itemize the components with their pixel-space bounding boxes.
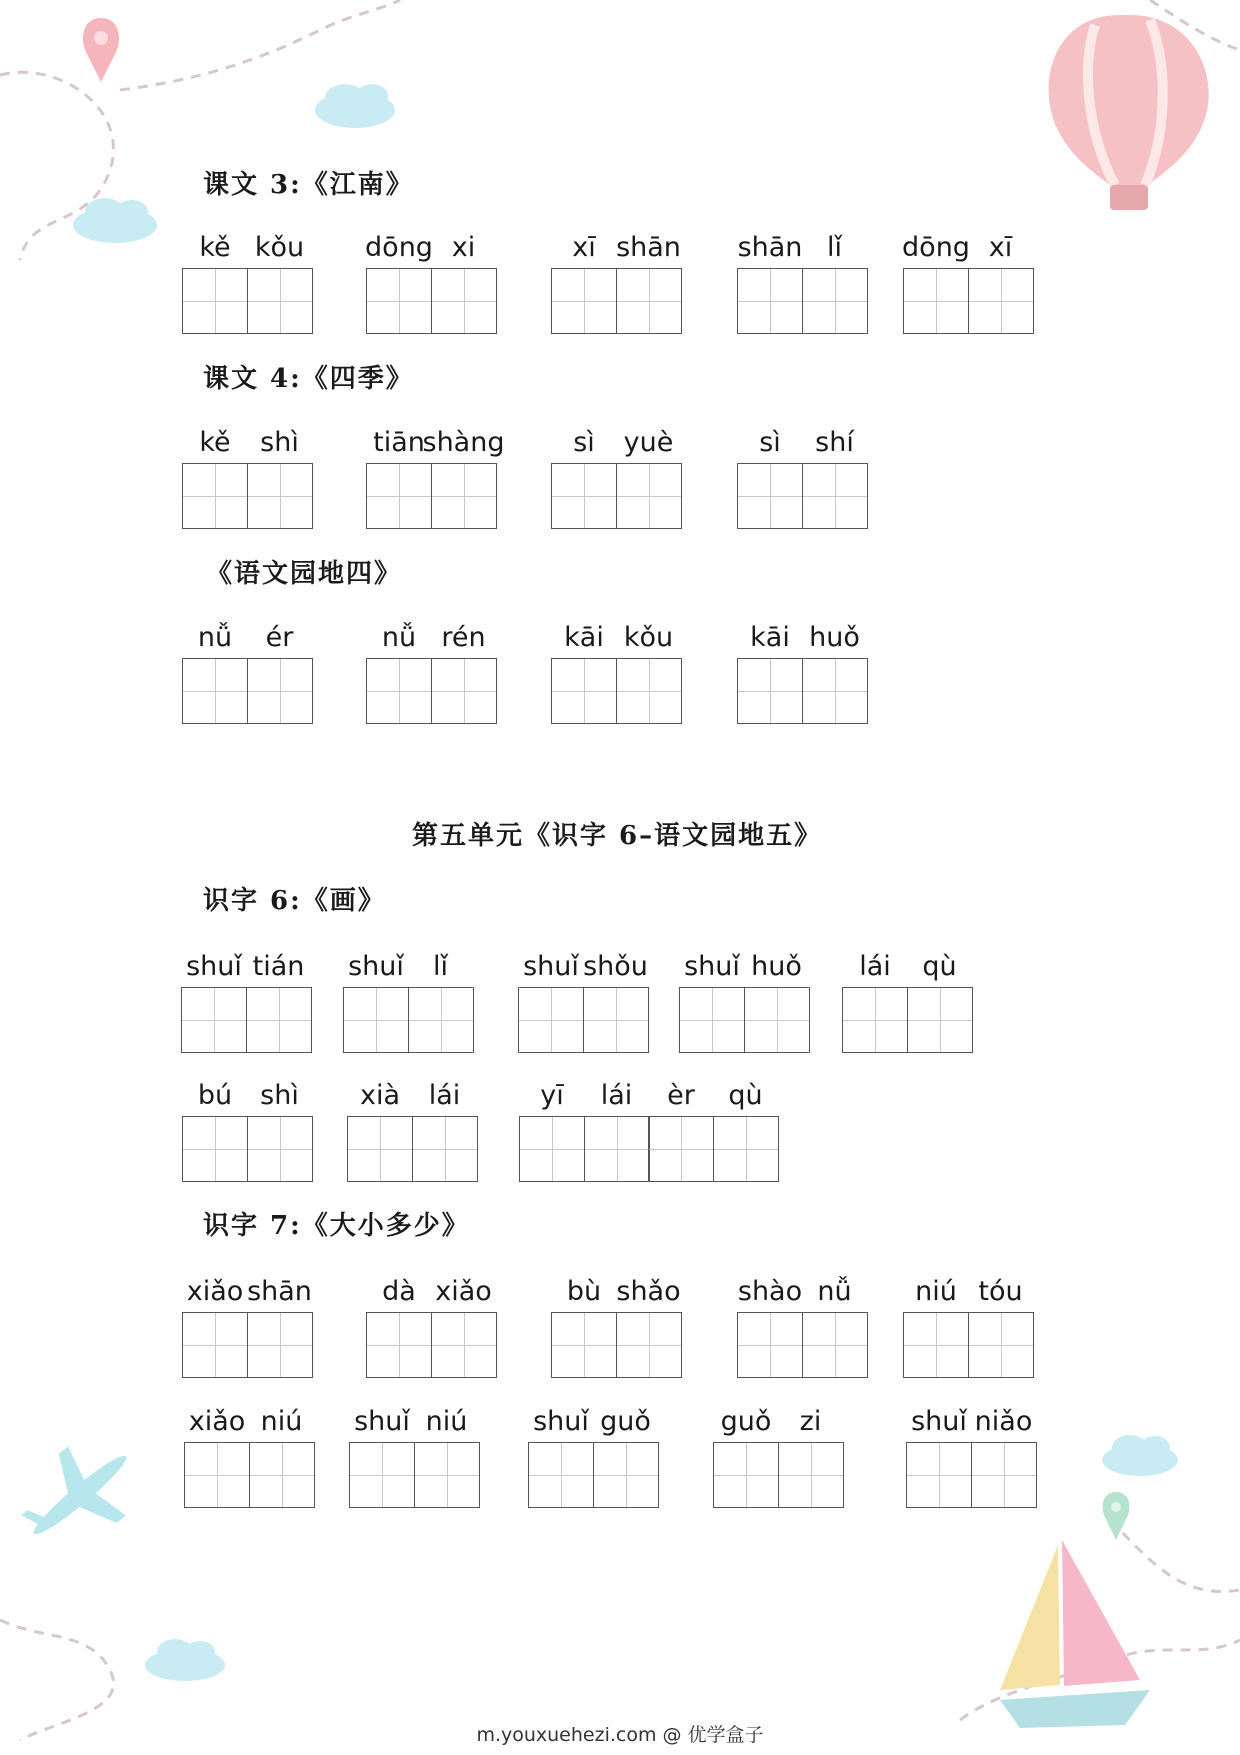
pinyin-syllable: shuǐ <box>911 1406 967 1437</box>
pinyin-syllable: shí <box>815 427 854 458</box>
pinyin-syllable: dōng <box>902 232 970 263</box>
writing-cell[interactable] <box>583 987 649 1053</box>
writing-cell[interactable] <box>247 268 313 334</box>
word-box <box>737 1276 866 1378</box>
writing-cell[interactable] <box>778 1442 844 1508</box>
pinyin-syllable: kě <box>199 427 231 458</box>
pinyin-syllable: xiǎo <box>435 1276 492 1307</box>
pinyin-syllable: shuǐ <box>354 1406 410 1437</box>
writing-cell[interactable] <box>802 1312 868 1378</box>
pinyin-row <box>349 1406 478 1440</box>
pinyin-row <box>182 1080 311 1114</box>
writing-cell[interactable] <box>551 268 617 334</box>
word-box <box>518 951 647 1053</box>
writing-cell[interactable] <box>528 1442 594 1508</box>
pinyin-syllable: shān <box>737 232 803 263</box>
cloud-icon <box>315 84 395 128</box>
writing-cell[interactable] <box>247 658 313 724</box>
pinyin-syllable: qù <box>728 1080 763 1111</box>
pinyin-syllable: kǒu <box>623 622 674 653</box>
writing-cell[interactable] <box>366 268 432 334</box>
pinyin-row <box>528 1406 657 1440</box>
tianzige-grid <box>737 268 866 334</box>
writing-cell[interactable] <box>593 1442 659 1508</box>
writing-cell[interactable] <box>181 987 247 1053</box>
pinyin-syllable: èr <box>667 1080 695 1111</box>
tianzige-grid <box>182 1312 311 1378</box>
word-box <box>737 427 866 529</box>
writing-cell[interactable] <box>802 463 868 529</box>
pinyin-syllable: zi <box>799 1406 822 1437</box>
location-pin-green-icon <box>1103 1492 1130 1540</box>
pinyin-syllable: tián <box>252 951 305 982</box>
word-box <box>903 1276 1032 1378</box>
word-box <box>366 232 495 334</box>
pinyin-syllable: shǒu <box>583 951 648 982</box>
writing-cell[interactable] <box>737 1312 803 1378</box>
pinyin-syllable: nǚ <box>381 622 417 653</box>
pinyin-syllable: niǎo <box>974 1406 1033 1437</box>
writing-cell[interactable] <box>182 658 248 724</box>
pinyin-syllable: shān <box>247 1276 312 1307</box>
writing-cell[interactable] <box>182 1312 248 1378</box>
pinyin-syllable: shuǐ <box>186 951 242 982</box>
pinyin-syllable: xiǎo <box>188 1406 246 1437</box>
writing-cell[interactable] <box>551 1312 617 1378</box>
writing-cell[interactable] <box>182 268 248 334</box>
writing-cell[interactable] <box>246 987 312 1053</box>
pinyin-syllable: niú <box>260 1406 303 1437</box>
tianzige-grid <box>347 1116 476 1182</box>
writing-cell[interactable] <box>347 1116 413 1182</box>
pinyin-row <box>182 1276 311 1310</box>
writing-cell[interactable] <box>366 658 432 724</box>
tianzige-grid <box>519 1116 777 1182</box>
hot-air-balloon-icon <box>1049 15 1209 210</box>
writing-cell[interactable] <box>737 463 803 529</box>
pinyin-row <box>551 1276 680 1310</box>
word-box <box>906 1406 1035 1508</box>
tianzige-grid <box>551 658 680 724</box>
pinyin-syllable: bú <box>197 1080 233 1111</box>
literacy-6-heading: 识字 6:《画》 <box>203 886 386 916</box>
tianzige-grid <box>906 1442 1035 1508</box>
pinyin-row <box>737 1276 866 1310</box>
pinyin-syllable: yuè <box>623 427 674 458</box>
pinyin-syllable: qù <box>922 951 957 982</box>
tianzige-grid <box>181 987 310 1053</box>
pinyin-syllable: xià <box>359 1080 401 1111</box>
pinyin-row <box>343 951 472 985</box>
pinyin-syllable: lǐ <box>826 232 843 263</box>
tianzige-grid <box>182 463 311 529</box>
cloud-icon <box>145 1639 225 1681</box>
tianzige-grid <box>528 1442 657 1508</box>
word-box <box>737 622 866 724</box>
pinyin-row <box>181 951 310 985</box>
tianzige-grid <box>903 268 1032 334</box>
pinyin-row <box>737 427 866 461</box>
pinyin-row <box>737 622 866 656</box>
footer-watermark: m.youxuehezi.com @ 优学盒子 <box>476 1724 764 1746</box>
literacy-7-heading: 识字 7:《大小多少》 <box>203 1211 470 1241</box>
word-box <box>184 1406 313 1508</box>
word-box <box>349 1406 478 1508</box>
pinyin-syllable: ér <box>265 622 294 653</box>
writing-cell[interactable] <box>737 658 803 724</box>
writing-cell[interactable] <box>431 658 497 724</box>
tianzige-grid <box>842 987 971 1053</box>
word-box <box>366 427 505 529</box>
pinyin-row <box>679 951 808 985</box>
pinyin-syllable: huǒ <box>809 622 860 653</box>
pinyin-row <box>737 232 866 266</box>
tianzige-grid <box>713 1442 842 1508</box>
lesson-3-heading: 课文 3:《江南》 <box>203 170 414 200</box>
pinyin-syllable: lái <box>600 1080 633 1111</box>
tianzige-grid <box>182 1116 311 1182</box>
dashed-path-bottom-right-2 <box>960 1640 1240 1720</box>
writing-cell[interactable] <box>906 1442 972 1508</box>
pinyin-syllable: xi <box>451 232 476 263</box>
location-pin-icon <box>83 18 119 82</box>
cloud-icon <box>73 198 157 243</box>
writing-cell[interactable] <box>971 1442 1037 1508</box>
writing-cell[interactable] <box>713 1116 779 1182</box>
writing-cell[interactable] <box>349 1442 415 1508</box>
pinyin-syllable: shì <box>260 1080 299 1111</box>
word-box <box>903 232 1032 334</box>
lesson-4-heading: 课文 4:《四季》 <box>203 364 414 394</box>
writing-cell[interactable] <box>713 1442 779 1508</box>
pinyin-row <box>906 1406 1035 1440</box>
word-box <box>551 427 680 529</box>
pinyin-syllable: xī <box>572 232 596 263</box>
dashed-path-top-right <box>1150 0 1240 50</box>
pinyin-syllable: bù <box>566 1276 602 1307</box>
pinyin-row <box>713 1406 842 1440</box>
writing-cell[interactable] <box>802 658 868 724</box>
writing-cell[interactable] <box>247 1312 313 1378</box>
tianzige-grid <box>182 268 311 334</box>
pinyin-syllable: xiǎo <box>186 1276 244 1307</box>
pinyin-syllable: huǒ <box>751 951 802 982</box>
pinyin-row <box>551 622 680 656</box>
writing-cell[interactable] <box>182 463 248 529</box>
writing-cell[interactable] <box>648 1116 714 1182</box>
tianzige-grid <box>551 463 680 529</box>
pinyin-syllable: lái <box>859 951 891 982</box>
airplane-icon <box>5 1422 155 1568</box>
writing-cell[interactable] <box>802 268 868 334</box>
writing-cell[interactable] <box>968 1312 1034 1378</box>
pinyin-syllable: sì <box>573 427 595 458</box>
writing-cell[interactable] <box>842 987 908 1053</box>
garden-4-heading: 《语文园地四》 <box>206 559 403 589</box>
writing-cell[interactable] <box>616 1312 682 1378</box>
pinyin-syllable: nǚ <box>197 622 233 653</box>
tianzige-grid <box>903 1312 1032 1378</box>
pinyin-syllable: niú <box>915 1276 957 1307</box>
pinyin-syllable: guǒ <box>720 1406 772 1437</box>
pinyin-syllable: tóu <box>978 1276 1023 1307</box>
pinyin-row <box>366 622 495 656</box>
cloud-icon <box>1102 1435 1178 1476</box>
writing-cell[interactable] <box>616 463 682 529</box>
pinyin-syllable: kě <box>199 232 231 263</box>
word-box <box>181 951 310 1053</box>
pinyin-syllable: kǒu <box>254 232 305 263</box>
word-box <box>528 1406 657 1508</box>
pinyin-syllable: nǚ <box>817 1276 852 1307</box>
pinyin-syllable: shuǐ <box>684 951 740 982</box>
pinyin-syllable: dōng <box>365 232 433 263</box>
writing-cell[interactable] <box>247 1116 313 1182</box>
pinyin-row <box>366 232 495 266</box>
dashed-path-bottom-right <box>1110 1520 1240 1592</box>
tianzige-grid <box>182 658 311 724</box>
pinyin-syllable: shì <box>260 427 299 458</box>
word-box <box>551 232 680 334</box>
pinyin-syllable: kāi <box>750 622 790 653</box>
pinyin-row <box>551 232 680 266</box>
writing-cell[interactable] <box>968 268 1034 334</box>
pinyin-row <box>903 1276 1032 1310</box>
writing-cell[interactable] <box>584 1116 650 1182</box>
writing-cell[interactable] <box>247 463 313 529</box>
pinyin-row <box>366 1276 495 1310</box>
dashed-path-top-left <box>0 72 113 260</box>
writing-cell[interactable] <box>616 268 682 334</box>
pinyin-syllable: rén <box>441 622 486 653</box>
writing-cell[interactable] <box>519 1116 585 1182</box>
pinyin-syllable: shàng <box>422 427 505 458</box>
writing-cell[interactable] <box>366 1312 432 1378</box>
writing-cell[interactable] <box>431 1312 497 1378</box>
writing-cell[interactable] <box>408 987 474 1053</box>
pinyin-row <box>518 951 647 985</box>
pinyin-syllable: tiān <box>373 427 425 458</box>
writing-cell[interactable] <box>414 1442 480 1508</box>
writing-cell[interactable] <box>737 268 803 334</box>
word-box <box>182 232 311 334</box>
tianzige-grid <box>366 1312 495 1378</box>
writing-cell[interactable] <box>551 463 617 529</box>
tianzige-grid <box>679 987 808 1053</box>
word-box <box>679 951 808 1053</box>
word-box <box>551 622 680 724</box>
pinyin-row <box>551 427 680 461</box>
pinyin-row <box>519 1080 777 1114</box>
sailboat-icon <box>1000 1540 1150 1728</box>
writing-cell[interactable] <box>184 1442 250 1508</box>
writing-cell[interactable] <box>616 658 682 724</box>
writing-cell[interactable] <box>343 987 409 1053</box>
tianzige-grid <box>366 268 495 334</box>
pinyin-syllable: dà <box>382 1276 416 1307</box>
word-box <box>366 622 495 724</box>
pinyin-syllable: shǎo <box>616 1276 681 1307</box>
tianzige-grid <box>737 463 866 529</box>
tianzige-grid <box>737 658 866 724</box>
pinyin-syllable: shān <box>616 232 681 263</box>
tianzige-grid <box>343 987 472 1053</box>
word-box <box>182 1080 311 1182</box>
pinyin-row <box>903 232 1032 266</box>
writing-cell[interactable] <box>903 1312 969 1378</box>
tianzige-grid <box>366 658 495 724</box>
pinyin-syllable: niú <box>425 1406 468 1437</box>
writing-cell[interactable] <box>679 987 745 1053</box>
word-box <box>182 427 311 529</box>
pinyin-row <box>842 951 971 985</box>
writing-cell[interactable] <box>431 268 497 334</box>
word-box <box>842 951 971 1053</box>
pinyin-syllable: shuǐ <box>523 951 579 982</box>
word-box <box>519 1080 777 1182</box>
pinyin-syllable: guǒ <box>600 1406 651 1437</box>
writing-cell[interactable] <box>366 463 432 529</box>
dashed-path-top <box>120 0 400 90</box>
pinyin-syllable: yī <box>540 1080 564 1111</box>
pinyin-row <box>366 427 505 461</box>
word-box <box>182 1276 311 1378</box>
word-box <box>737 232 866 334</box>
pinyin-row <box>182 232 311 266</box>
tianzige-grid <box>551 1312 680 1378</box>
word-box <box>343 951 472 1053</box>
writing-cell[interactable] <box>182 1116 248 1182</box>
pinyin-row <box>347 1080 476 1114</box>
writing-cell[interactable] <box>744 987 810 1053</box>
pinyin-syllable: shuǐ <box>533 1406 589 1437</box>
pinyin-row <box>182 427 311 461</box>
writing-cell[interactable] <box>907 987 973 1053</box>
pinyin-syllable: lái <box>428 1080 461 1111</box>
writing-cell[interactable] <box>249 1442 315 1508</box>
pinyin-row <box>182 622 311 656</box>
tianzige-grid <box>349 1442 478 1508</box>
writing-cell[interactable] <box>431 463 497 529</box>
tianzige-grid <box>518 987 647 1053</box>
writing-cell[interactable] <box>412 1116 478 1182</box>
pinyin-syllable: xī <box>988 232 1013 263</box>
writing-cell[interactable] <box>903 268 969 334</box>
tianzige-grid <box>551 268 680 334</box>
tianzige-grid <box>366 463 495 529</box>
writing-cell[interactable] <box>518 987 584 1053</box>
unit-5-heading: 第五单元《识字 6–语文园地五》 <box>412 821 823 851</box>
pinyin-syllable: shuǐ <box>348 951 404 982</box>
writing-cell[interactable] <box>551 658 617 724</box>
tianzige-grid <box>184 1442 313 1508</box>
pinyin-syllable: kāi <box>564 622 604 653</box>
pinyin-syllable: lǐ <box>432 951 449 982</box>
pinyin-syllable: sì <box>759 427 781 458</box>
pinyin-syllable: shào <box>737 1276 803 1307</box>
tianzige-grid <box>737 1312 866 1378</box>
word-box <box>347 1080 476 1182</box>
word-box <box>551 1276 680 1378</box>
word-box <box>366 1276 495 1378</box>
word-box <box>713 1406 842 1508</box>
pinyin-row <box>184 1406 313 1440</box>
word-box <box>182 622 311 724</box>
